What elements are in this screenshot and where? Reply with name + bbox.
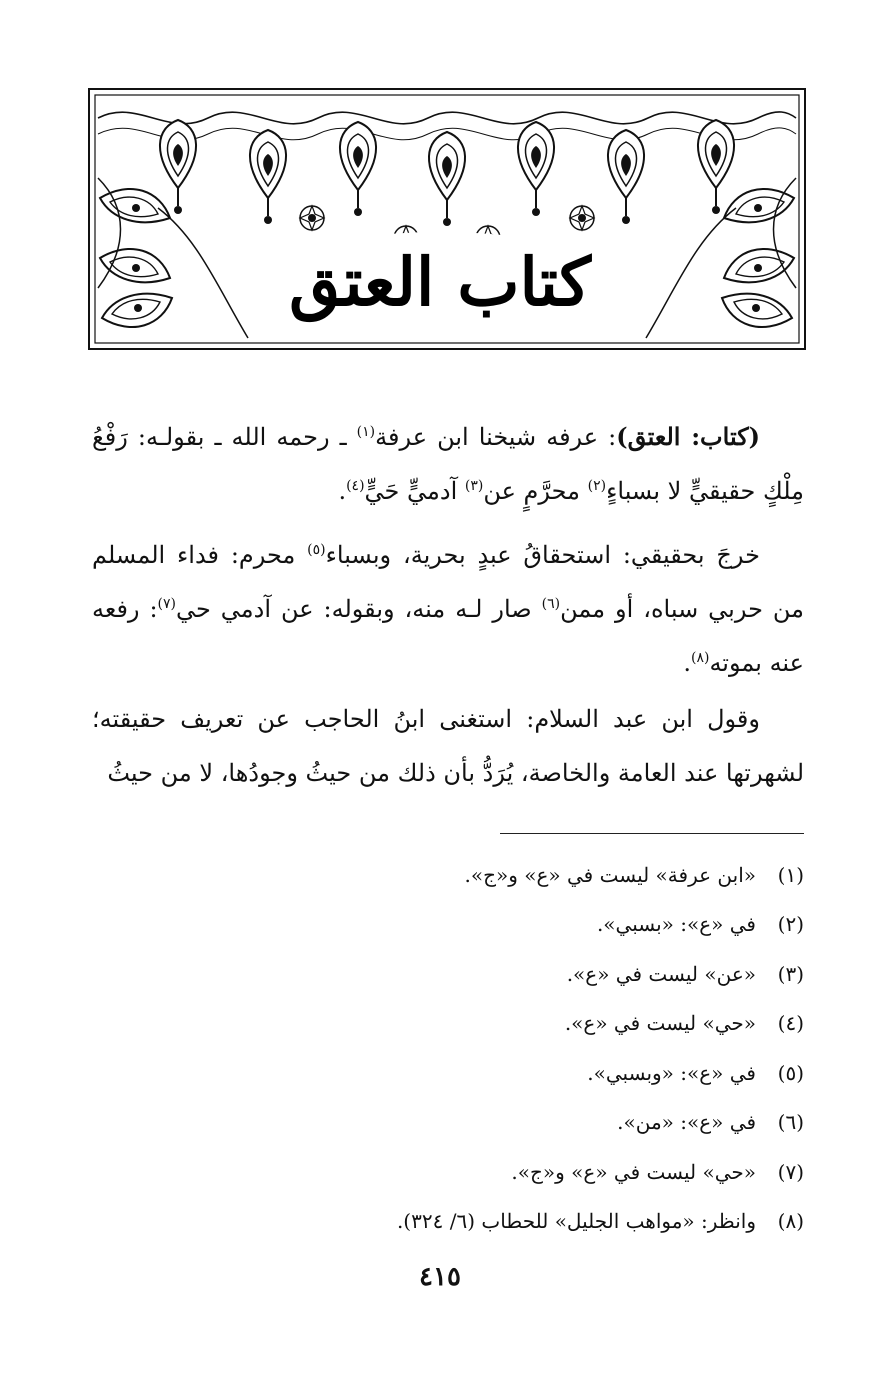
footnote-ref-7[interactable]: (٧)	[157, 596, 177, 612]
footnote-text: في «ع»: «بسبي».	[596, 912, 756, 937]
text-run: محرم: فداء المسلم من حربي سباه، أو ممن	[92, 541, 804, 623]
text-run: : عرفه شيخنا ابن عرفة	[375, 423, 617, 451]
footnote-text: «ابن عرفة» ليست في «ع» و«ج».	[464, 862, 756, 887]
text-run: خرجَ بحقيقي: استحقاقُ عبدٍ بحرية، وبسباء	[325, 541, 760, 569]
body-paragraph-3	[92, 692, 804, 800]
text-run: .	[338, 477, 347, 505]
body-paragraph-2	[92, 528, 804, 690]
footnote-text: في «ع»: «من».	[617, 1110, 756, 1135]
footnotes-list	[92, 850, 804, 1246]
footnote-number: (٣)	[777, 961, 804, 986]
footnote-item	[92, 1048, 804, 1098]
footnote-item	[92, 850, 804, 900]
text-run: صار لـه منه، وبقوله: عن آدمي حي	[176, 595, 542, 623]
footnote-item	[92, 1098, 804, 1148]
footnote-item	[92, 900, 804, 950]
footnote-text: «عن» ليست في «ع».	[566, 961, 756, 986]
text-run: ـ رحمه الله ـ بقولـه: رَفْعُ مِلْكٍ حقيقيٍّ لا بسباءٍ	[92, 423, 804, 505]
footnote-number: (٤)	[777, 1011, 804, 1036]
footnote-number: (٨)	[777, 1209, 804, 1234]
footnote-separator	[500, 833, 804, 834]
footnote-ref-3[interactable]: (٣)	[464, 478, 484, 494]
text-run: : رفعه عنه بموته	[92, 595, 804, 677]
footnote-item	[92, 1197, 804, 1247]
text-run: آدميٍّ حَيٍّ	[364, 477, 465, 505]
footnote-item	[92, 999, 804, 1049]
chapter-heading-inline: (كتاب: العتق)	[616, 422, 760, 451]
footnote-text: «حي» ليست في «ع».	[564, 1011, 756, 1036]
footnote-text: «حي» ليست في «ع» و«ج».	[511, 1159, 756, 1184]
text-run: محرَّمٍ عن	[483, 477, 588, 505]
footnote-text: في «ع»: «وبسبي».	[587, 1060, 756, 1085]
footnote-ref-4[interactable]: (٤)	[346, 478, 365, 494]
footnote-number: (٦)	[777, 1110, 804, 1135]
footnote-item	[92, 1147, 804, 1197]
text-run: وقول ابن عبد السلام: استغنى ابنُ الحاجب عن تعريف حقيقته؛ لشهرتها عند العامة والخاصة، يُرَدُّ بأن ذلك من حيثُ وجودُها، لا من حيثُ	[92, 705, 804, 787]
footnote-number: (٧)	[777, 1159, 804, 1184]
text-run: .	[683, 649, 691, 677]
footnote-ref-1[interactable]: (١)	[356, 424, 376, 440]
footnote-number: (٥)	[777, 1060, 804, 1085]
footnote-text: وانظر: «مواهب الجليل» للحطاب (٦/ ٣٢٤).	[396, 1209, 756, 1234]
footnote-ref-8[interactable]: (٨)	[690, 650, 710, 666]
footnote-ref-2[interactable]: (٢)	[587, 478, 607, 494]
chapter-title: كتاب العتق	[260, 232, 620, 332]
body-paragraph-1	[92, 410, 804, 518]
page-number: ٤١٥	[419, 1262, 461, 1292]
footnote-ref-5[interactable]: (٥)	[307, 542, 326, 558]
footnote-number: (١)	[777, 862, 804, 887]
footnote-ref-6[interactable]: (٦)	[541, 596, 561, 612]
footnote-item	[92, 949, 804, 999]
footnote-number: (٢)	[777, 912, 804, 937]
